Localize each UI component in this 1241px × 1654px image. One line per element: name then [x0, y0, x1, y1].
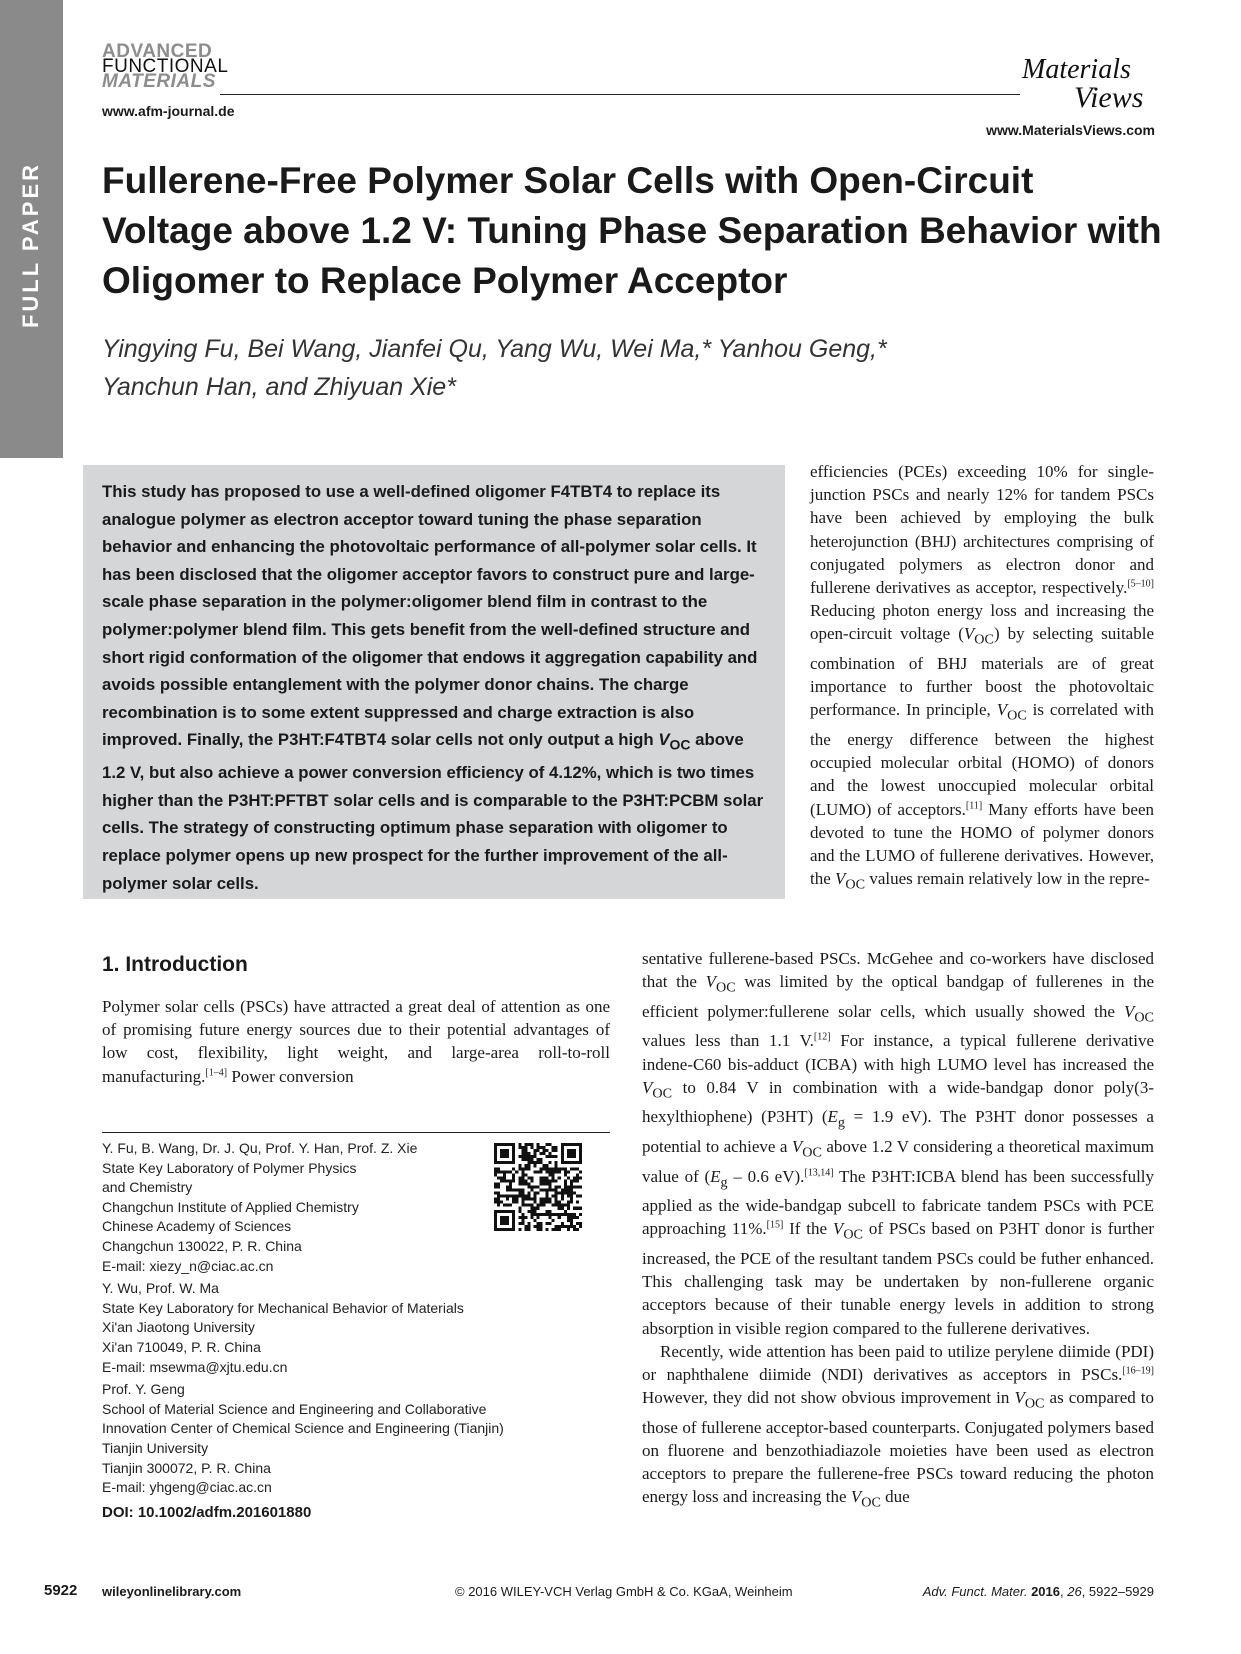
- affiliation-email[interactable]: E-mail: xiezy_n@ciac.ac.cn: [102, 1257, 274, 1274]
- publisher-url[interactable]: www.MaterialsViews.com: [986, 122, 1155, 138]
- journal-logo: [102, 41, 229, 92]
- affiliation-line: Y. Fu, B. Wang, Dr. J. Qu, Prof. Y. Han, Prof. Z. Xie: [102, 1140, 418, 1156]
- side-section-tab: [0, 0, 63, 458]
- affiliation-line: Tianjin University: [102, 1439, 209, 1456]
- affiliation-line: School of Material Science and Engineering and Collaborative: [102, 1400, 487, 1417]
- affiliation-line: State Key Laboratory for Mechanical Behavior of Materials: [102, 1299, 464, 1316]
- journal-url[interactable]: www.afm-journal.de: [102, 103, 235, 119]
- side-tab-label: FULL PAPER: [18, 161, 43, 329]
- body-text-right-top: efficiencies (PCEs) exceeding 10% for single-junction PSCs and nearly 12% for tandem PSCs have been achieved by employing the bulk heterojunction (BHJ) architectures comprising of conjugated polymers as electron donor and fullerene derivatives as acceptor, respectively.[5–10] Reducing photon energy loss and increasing the open-circuit voltage $(V_{OC})$ by selecting suitable combination of BHJ materials are of great importance to further boost the photovoltaic performance. In principle, $V_{OC}$ is correlated with the energy difference between the highest occupied molecular orbital (HOMO) of donors and the lowest unoccupied molecular orbital (LUMO) of acceptors.[11] Many efforts have been devoted to tune the HOMO of polymer donors and the LUMO of fullerene derivatives. However, the $V_{OC}$ values remain relatively low in the repre-: [810, 462, 1155, 893]
- doi[interactable]: DOI: 10.1002/adfm.201601880: [102, 1504, 312, 1521]
- intro-paragraph-1: Polymer solar cells (PSCs) have attracted a great deal of attention as one of promising future energy sources due to their potential advantages of low cost, flexibility, light weight, and large-area roll-to-roll manufacturing.[1–4] Power conversion: [102, 997, 610, 1086]
- affiliation-line: Y. Wu, Prof. W. Ma: [102, 1280, 219, 1297]
- article-title: Fullerene-Free Polymer Solar Cells with Open-Circuit Voltage above 1.2 V: Tuning Phase Separation Behavior with Oligomer to Replace Polymer Acceptor: [102, 160, 1162, 301]
- section-heading-introduction: 1. Introduction: [102, 953, 248, 976]
- affiliation-group: [102, 1139, 522, 1276]
- affiliation-line: Tianjin 300072, P. R. China: [102, 1459, 271, 1476]
- journal-logo-line-1: ADVANCED: [102, 41, 213, 62]
- affiliation-line: Chinese Academy of Sciences: [102, 1218, 292, 1235]
- footer-site-link[interactable]: wileyonlinelibrary.com: [102, 1584, 242, 1599]
- affiliation-line: Xi'an 710049, P. R. China: [102, 1338, 261, 1355]
- page-number: 5922: [44, 1582, 78, 1599]
- affiliations: [102, 1139, 522, 1501]
- qr-code-icon[interactable]: [494, 1143, 582, 1231]
- affiliation-line: Changchun 130022, P. R. China: [102, 1237, 302, 1254]
- body-text-right-lower: sentative fullerene-based PSCs. McGehee and co-workers have disclosed that the $V_{OC}$ was limited by the optical bandgap of fullerenes in the efficient polymer:fullerene solar cells, which usually showed the $V_{OC}$ values less than 1.1 V.[12] For instance, a typical fullerene derivative indene-C60 bis-adduct (ICBA) with high LUMO level has increased the $V_{OC}$ to 0.84 V in combination with a wide-bandgap donor poly(3-hexylthiophene) (P3HT) ($E_g = 1.9$ eV). The P3HT donor possesses a potential to achieve a $V_{OC}$ above 1.2 V considering a theoretical maximum value of ($E_g - 0.6$ eV).[13,14] The P3HT:ICBA blend has been successfully applied as the wide-bandgap subcell to fabricate tandem PSCs with PCE approaching 11%.[15] If the $V_{OC}$ of PSCs based on P3HT donor is further increased, the PCE of the resultant tandem PSCs could be futher enhanced. This challenging task may be undertaken by non-fullerene organic acceptors because of their tunable energy levels in addition to strong absorption in visible region compared to the fullerene derivatives. Recently, wide attention has been paid to utilize perylene diimide (PDI) or naphthalene diimide (NDI) derivatives as acceptors in PSCs.[16–19] However, they did not show obvious improvement in $V_{OC}$ as compared to those of fullerene acceptor-based counterparts. Conjugated polymers based on fluorene and benzothiadiazole moieties have been used as electron acceptors to prepare the fullerene-free PSCs toward reducing the photon energy loss and increasing the $V_{OC}$ due: [642, 949, 1155, 1511]
- affiliation-email[interactable]: E-mail: msewma@xjtu.edu.cn: [102, 1358, 288, 1375]
- author-line-1: Yingying Fu, Bei Wang, Jianfei Qu, Yang Wu, Wei Ma,* Yanhou Geng,*: [102, 335, 887, 363]
- abstract-box: [83, 465, 785, 899]
- journal-logo-line-2: FUNCTIONAL: [102, 56, 229, 77]
- footer-citation: Adv. Funct. Mater. 2016, 26, 5922–5929: [922, 1584, 1154, 1599]
- affiliation-line: State Key Laboratory of Polymer Physics: [102, 1159, 357, 1176]
- affiliation-line: and Chemistry: [102, 1179, 193, 1196]
- author-list: [102, 330, 1152, 406]
- affiliation-email[interactable]: E-mail: yhgeng@ciac.ac.cn: [102, 1479, 272, 1496]
- affiliation-line: Xi'an Jiaotong University: [102, 1319, 255, 1336]
- affiliation-line: Innovation Center of Chemical Science and Engineering (Tianjin): [102, 1420, 504, 1437]
- affiliation-group: [102, 1380, 522, 1498]
- materialsviews-logo: [1020, 52, 1155, 114]
- affiliation-divider: [102, 1132, 610, 1133]
- author-line-2: Yanchun Han, and Zhiyuan Xie*: [102, 373, 456, 401]
- abstract-text: This study has proposed to use a well-defined oligomer F4TBT4 to replace its analogue polymer as electron acceptor toward tuning the phase separation behavior and enhancing the photovoltaic performance of all-polymer solar cells. It has been disclosed that the oligomer acceptor favors to construct pure and large-scale phase separation in the polymer:oligomer blend film in contrast to the polymer:polymer blend film. This gets benefit from the well-defined structure and short rigid conformation of the oligomer that endows it aggregation capability and avoids possible entanglement with the polymer donor chains. The charge recombination is to some extent suppressed and charge extraction is also improved. Finally, the P3HT:F4TBT4 solar cells not only output a high $V_{OC}$ above 1.2 V, but also achieve a power conversion efficiency of 4.12%, which is two times higher than the P3HT:PFTBT solar cells and is comparable to the P3HT:PCBM solar cells. The strategy of constructing optimum phase separation with oligomer to replace polymer opens up new prospect for the further improvement of the all-polymer solar cells.: [102, 482, 764, 893]
- footer-copyright: © 2016 WILEY-VCH Verlag GmbH & Co. KGaA, Weinheim: [455, 1584, 793, 1599]
- materialsviews-logo-line-1: Materials: [1022, 54, 1131, 85]
- materialsviews-logo-line-2: Views: [1074, 81, 1144, 114]
- header-divider: [220, 94, 1020, 95]
- affiliation-group: [102, 1279, 522, 1377]
- affiliation-line: Changchun Institute of Applied Chemistry: [102, 1198, 359, 1215]
- journal-logo-line-3: MATERIALS: [102, 71, 216, 92]
- affiliation-line: Prof. Y. Geng: [102, 1381, 185, 1398]
